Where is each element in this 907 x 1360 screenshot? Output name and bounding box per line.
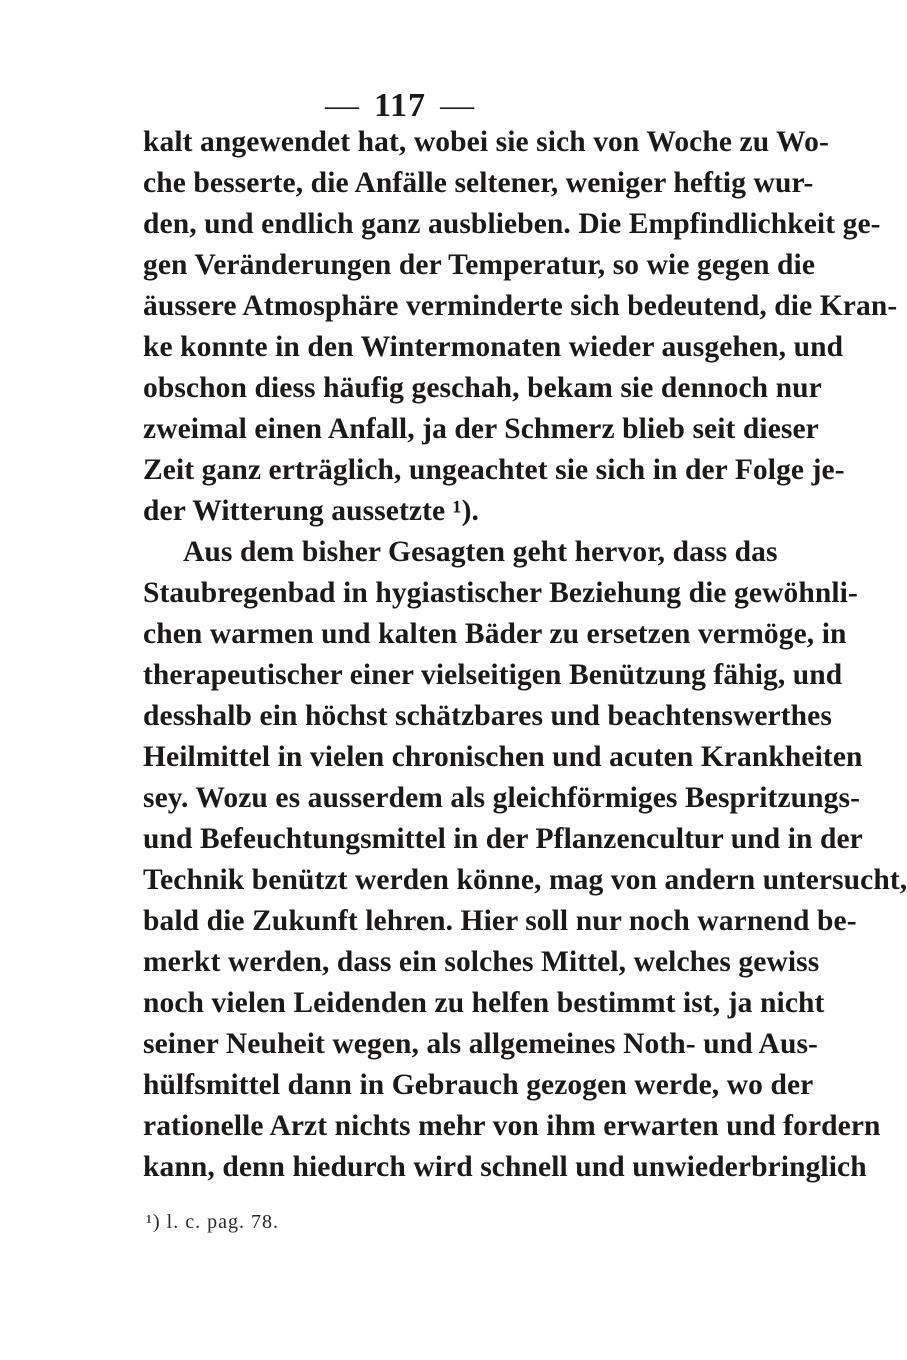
text-line-17: sey. Wozu es ausserdem als gleichförmiges Bespritzungs- [143, 782, 861, 814]
text-line-20: bald die Zukunft lehren. Hier soll nur noch warnend be- [143, 905, 857, 937]
text-line-14: therapeutischer einer vielseitigen Benützung fähig, und [143, 659, 843, 691]
text-line-11: Aus dem bisher Gesagten geht hervor, dass das [183, 536, 778, 568]
footnote [146, 1210, 279, 1234]
page-number-header [0, 86, 800, 126]
text-line-8: zweimal einen Anfall, ja der Schmerz blieb seit dieser [143, 413, 819, 445]
text-line-18: und Befeuchtungsmittel in der Pflanzencultur und in der [143, 823, 863, 855]
text-line-23: seiner Neuheit wegen, als allgemeines Noth- und Aus- [143, 1028, 818, 1060]
text-line-12: Staubregenbad in hygiastischer Beziehung die gewöhnli- [143, 577, 858, 609]
text-line-16: Heilmittel in vielen chronischen und acuten Krankheiten [143, 741, 863, 773]
text-line-9: Zeit ganz erträglich, ungeachtet sie sich in der Folge je- [143, 454, 845, 486]
footnote-text: l. c. pag. 78. [166, 1211, 279, 1233]
text-line-1: kalt angewendet hat, wobei sie sich von Woche zu Wo- [143, 126, 829, 158]
text-line-13: chen warmen und kalten Bäder zu ersetzen vermöge, in [143, 618, 847, 650]
text-line-6: ke konnte in den Wintermonaten wieder ausgehen, und [143, 331, 844, 363]
text-line-5: äussere Atmosphäre verminderte sich bedeutend, die Kran- [143, 290, 898, 322]
text-line-22: noch vielen Leidenden zu helfen bestimmt ist, ja nicht [143, 987, 825, 1019]
text-line-21: merkt werden, dass ein solches Mittel, welches gewiss [143, 946, 820, 978]
text-line-19: Technik benützt werden könne, mag von andern untersucht, [143, 864, 907, 896]
text-line-25: rationelle Arzt nichts mehr von ihm erwarten und fordern [143, 1110, 881, 1142]
text-line-4: gen Veränderungen der Temperatur, so wie gegen die [143, 249, 816, 281]
text-line-7: obschon diess häufig geschah, bekam sie dennoch nur [143, 372, 822, 404]
page-number: 117 [373, 87, 427, 124]
footnote-marker: ¹) [146, 1211, 161, 1233]
header-dash-left: — [324, 87, 360, 124]
header-dash-right: — [440, 87, 476, 124]
text-line-24: hülfsmittel dann in Gebrauch gezogen werde, wo der [143, 1069, 814, 1101]
text-line-10: der Witterung aussetzte ¹). [143, 495, 480, 527]
text-line-2: che besserte, die Anfälle seltener, weniger heftig wur- [143, 167, 814, 199]
text-line-26: kann, denn hiedurch wird schnell und unwiederbringlich [143, 1151, 867, 1183]
text-line-3: den, und endlich ganz ausblieben. Die Empfindlichkeit ge- [143, 208, 881, 240]
text-line-15: desshalb ein höchst schätzbares und beachtenswerthes [143, 700, 832, 732]
